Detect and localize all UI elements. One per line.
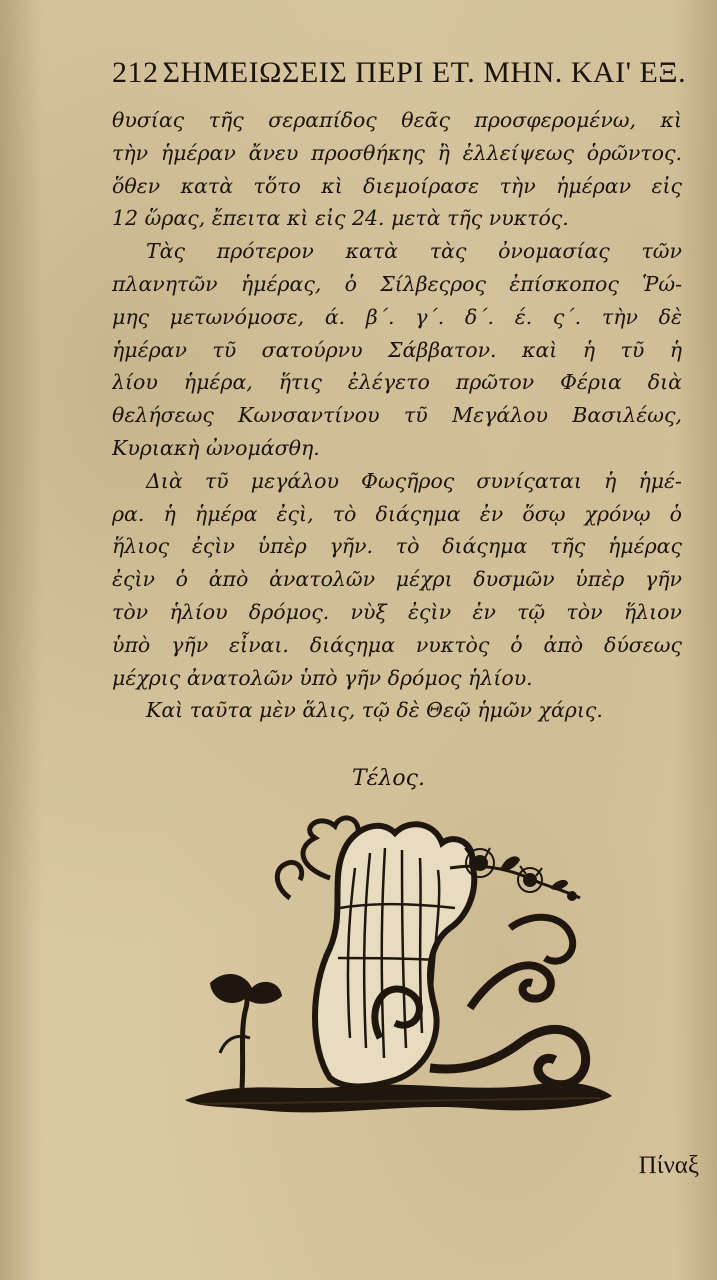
text-line: τὴν ἡμέραν ἄνευ προσθήκης ἢ ἐλλείψεως ὁρῶντος. — [112, 140, 682, 165]
text-line: θελήσεως Κωνσαντίνου τῦ Μεγάλου Βασιλέως, — [112, 403, 682, 428]
text-line: Κυριακὴ ὠνομάσθη. — [112, 435, 320, 460]
rococo-cartouche-woodcut-icon — [180, 808, 620, 1126]
text-line: μης μετωνόμοσε, ά. β΄. γ΄. δ΄. έ. ς΄. τὴν δὲ — [112, 304, 682, 329]
text-line: μέχρις ἀνατολῶν ὑπὸ γῆν δρόμος ἡλίου. — [112, 665, 533, 690]
running-header — [112, 56, 692, 90]
text-line: ἐςὶν ὁ ἀπὸ ἀνατολῶν μέχρι δυσμῶν ὑπὲρ γῆν — [112, 567, 682, 592]
finis-label: Τέλος. — [352, 766, 425, 791]
text-line: λίου ἡμέρα, ἥτις ἐλέγετο πρῶτον Φέρια διὰ — [112, 370, 682, 395]
text-line: Διὰ τῦ μεγάλου Φωςῆρος συνίςαται ἡ ἡμέ- — [146, 468, 682, 493]
body-text — [112, 104, 682, 727]
text-line: Τὰς πρότερον κατὰ τὰς ὀνομασίας τῶν — [146, 239, 682, 264]
text-line: θυσίας τῆς σεραπίδος θεᾶς προσφερομένω, κὶ — [112, 108, 682, 132]
text-line: ἥλιος ἐςὶν ὑπὲρ γῆν. τὸ διάςημα τῆς ἡμέρας — [112, 534, 682, 559]
text-line: πλανητῶν ἡμέρας, ὁ Σίλβεςρος ἐπίσκοπος Ῥώ- — [112, 271, 682, 296]
text-line: τὸν ἡλίου δρόμος. νὺξ ἐςὶν ἐν τῷ τὸν ἥλιον — [112, 599, 682, 624]
text-line: ὅθεν κατὰ τὅτο κὶ διεμοίρασε τὴν ἡμέραν εἰς — [112, 173, 682, 198]
text-line: ρα. ἡ ἡμέρα ἐςὶ, τὸ διάςημα ἐν ὅσῳ χρόνῳ ὁ — [112, 501, 682, 526]
text-line: 12 ὥρας, ἔπειτα κὶ εἰς 24. μετὰ τῆς νυκτός. — [112, 206, 569, 231]
catchword: Πίναξ — [638, 1152, 699, 1179]
page-number: 212 — [112, 56, 159, 89]
text-line: Καὶ ταῦτα μὲν ἅλις, τῷ δὲ Θεῷ ἡμῶν χάρις. — [146, 698, 603, 723]
text-line: ἡμέραν τῦ σατούρνυ Σάββατον. καὶ ἡ τῦ ἡ — [112, 337, 682, 362]
running-title: ΣΗΜΕΙΩΣΕΙΣ ΠΕΡΙ ΕΤ. ΜΗΝ. ΚΑΙ' ΕΞ. — [162, 56, 687, 89]
text-line: ὑπὸ γῆν εἶναι. διάςημα νυκτὸς ὁ ἀπὸ δύσεως — [112, 632, 682, 657]
